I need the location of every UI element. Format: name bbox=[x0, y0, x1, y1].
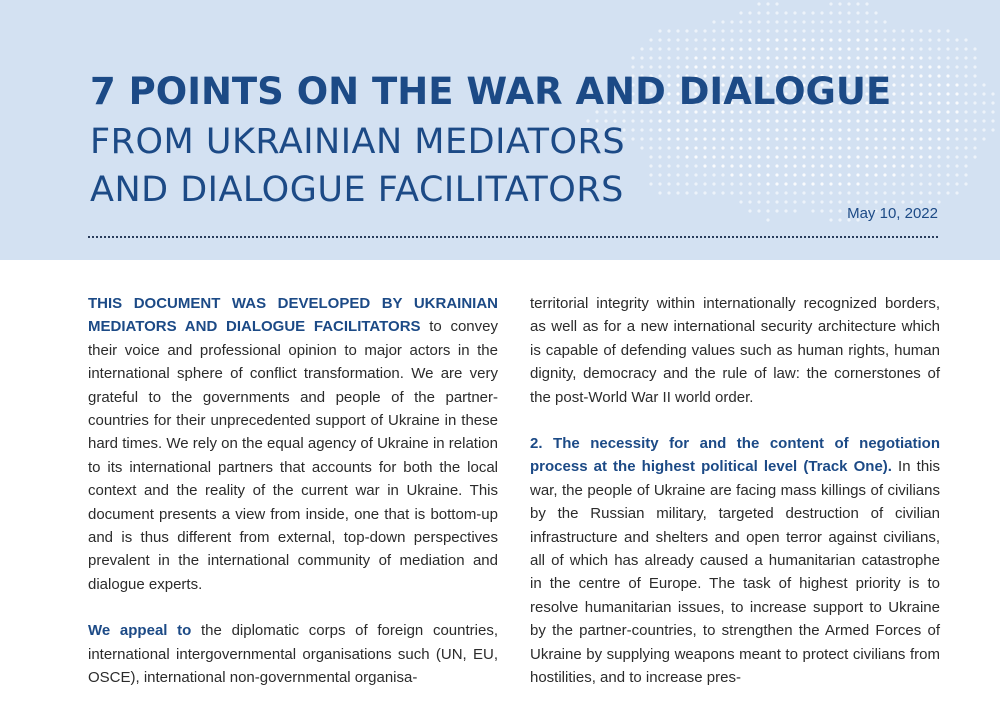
publication-date: May 10, 2022 bbox=[847, 205, 938, 222]
appeal-lead: We appeal to bbox=[88, 622, 192, 640]
document-subtitle-line-2: AND DIALOGUE FACILITATORS bbox=[90, 170, 624, 210]
dotted-divider bbox=[88, 236, 938, 238]
appeal-paragraph bbox=[88, 619, 498, 689]
intro-body: to convey their voice and professional opinion to major actors in the international sphere of conflict transformation. We are very grateful to the governments and people of the partner-countries for their unprecedented support of Ukraine in these hard times. We rely on the equal agency of Ukraine in relation to its international partners that accounts for both the local context and the reality of the current war in Ukraine. This document presents a view from inside, one that is bottom-up and is thus different from external, top-down perspectives prevalent in the international community of mediation and dialogue experts. bbox=[88, 318, 498, 593]
right-text-column bbox=[530, 292, 940, 713]
point-2-heading: 2. The necessity for and the content of negotiation process at the highest political level (Track One). bbox=[530, 435, 940, 476]
point-2-body: In this war, the people of Ukraine are facing mass killings of civilians by the Russian military, targeted destruction of civilian infrastructure and shelters and open terror against civilians, all of which has already caused a humanitarian catastrophe in the centre of Europe. The task of highest priority is to resolve humanitarian issues, to increase support to Ukraine by the partner-countries, to strengthen the Armed Forces of Ukraine by supplying weapons meant to protect civilians from hostilities, and to increase pres- bbox=[530, 458, 940, 687]
header-band bbox=[0, 0, 1000, 260]
document-subtitle-line-1: FROM UKRAINIAN MEDIATORS bbox=[90, 122, 626, 162]
intro-paragraph bbox=[88, 292, 498, 596]
intro-lead: THIS DOCUMENT WAS DEVELOPED BY UKRAINIAN MEDIATORS AND DIALOGUE FACILITATORS bbox=[88, 295, 498, 336]
document-title: 7 POINTS ON THE WAR AND DIALOGUE bbox=[90, 70, 892, 113]
point-1-continuation: territorial integrity within internationally recognized borders, as well as for a new international security architecture which is capable of defending values such as human rights, human dignity, democracy and the rule of law: the cornerstones of the post-World War II world order. bbox=[530, 295, 940, 406]
point-2-paragraph bbox=[530, 432, 940, 689]
left-text-column bbox=[88, 292, 498, 713]
dotted-map-graphic bbox=[560, 0, 1000, 240]
appeal-body: the diplomatic corps of foreign countries, international intergovernmental organisations such (UN, EU, OSCE), international non-governmental organisa- bbox=[88, 622, 498, 687]
